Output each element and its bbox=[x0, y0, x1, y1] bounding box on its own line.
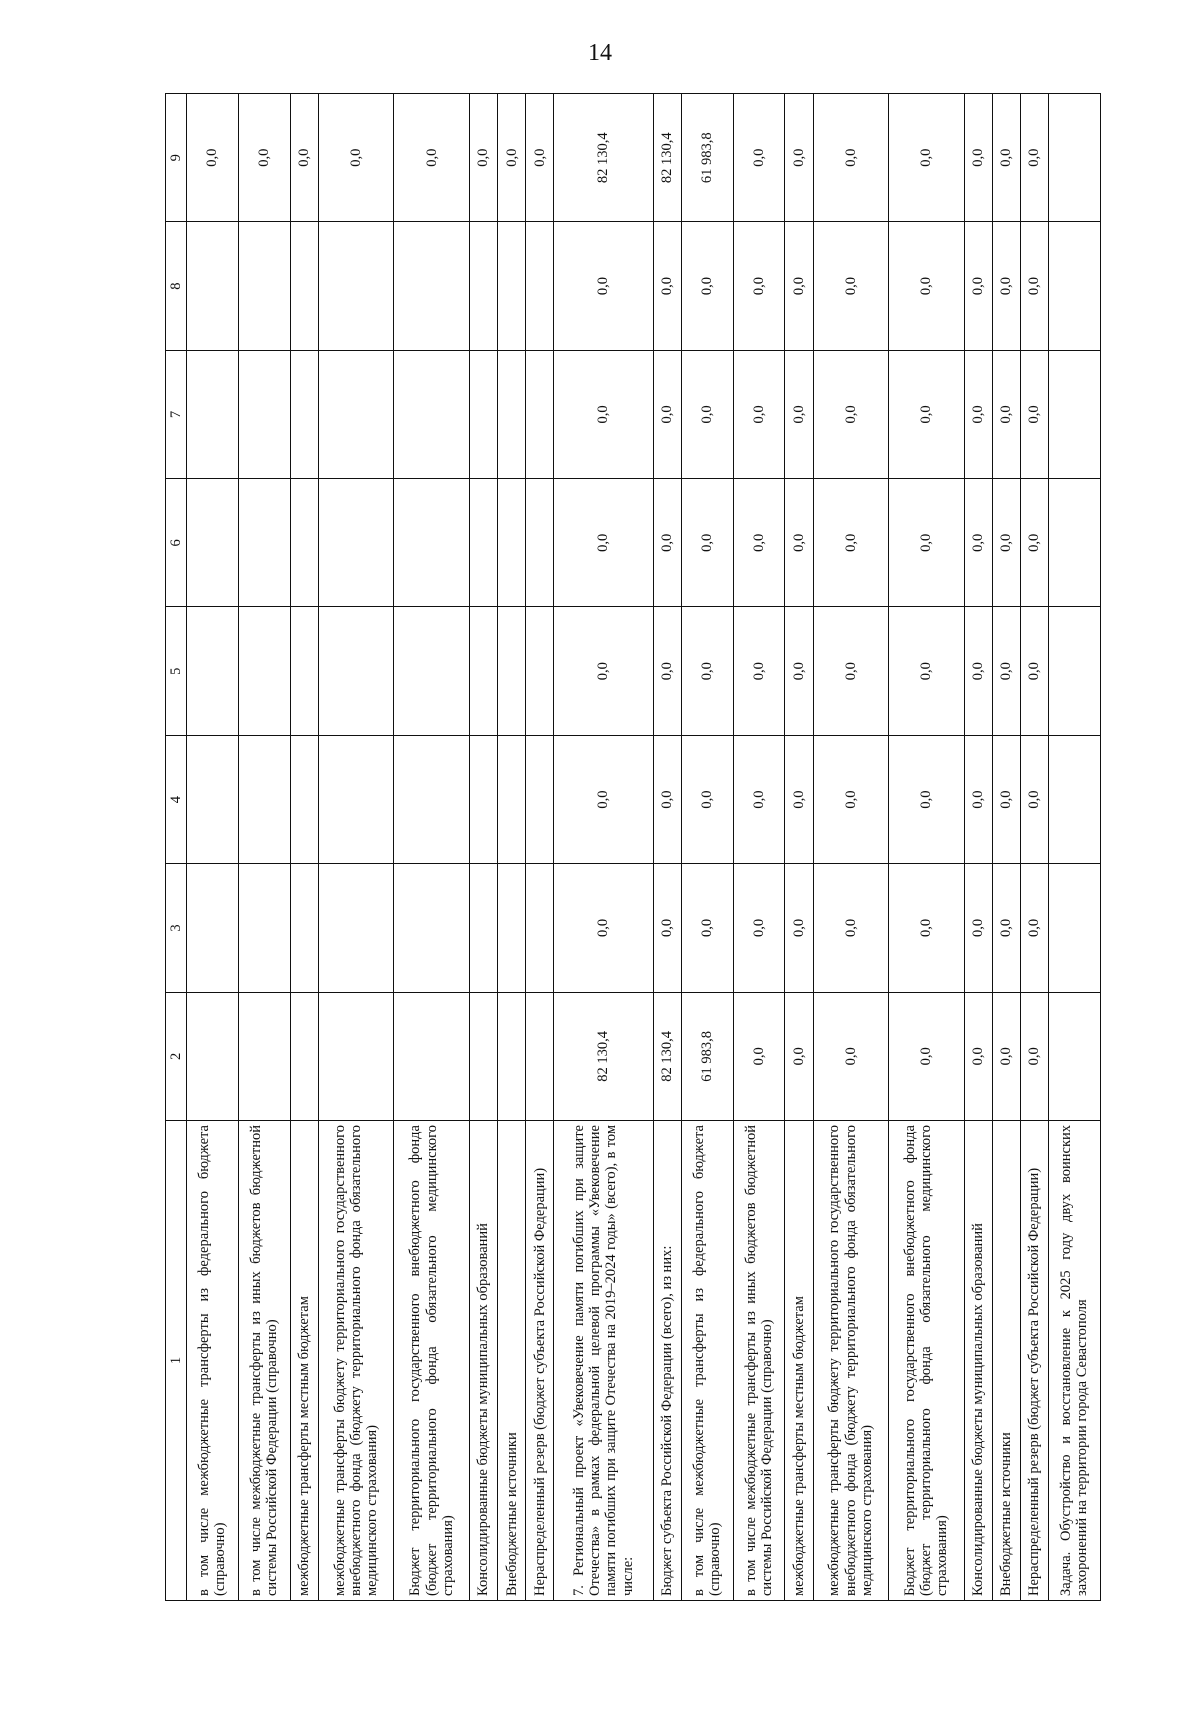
value-cell: 0,0 bbox=[187, 94, 239, 222]
value-cell: 0,0 bbox=[964, 479, 992, 607]
value-cell: 0,0 bbox=[238, 94, 290, 222]
value-cell bbox=[394, 222, 470, 350]
row-label: межбюджетные трансферты бюджету территориального государственного внебюджетного фонда (бюджету территориального фонда обязательного медицинского страхования) bbox=[813, 1121, 889, 1601]
value-cell bbox=[498, 992, 526, 1120]
value-cell: 0,0 bbox=[1020, 479, 1048, 607]
value-cell bbox=[526, 222, 554, 350]
row-label: Консолидированные бюджеты муниципальных образований bbox=[469, 1121, 497, 1601]
table-row bbox=[813, 94, 889, 1601]
value-cell: 0,0 bbox=[554, 350, 653, 478]
value-cell bbox=[1048, 992, 1100, 1120]
value-cell: 0,0 bbox=[554, 222, 653, 350]
value-cell: 0,0 bbox=[653, 864, 681, 992]
row-label: в том числе межбюджетные трансферты из иных бюджетов бюджетной системы Российской Федерации (справочно) bbox=[733, 1121, 785, 1601]
value-cell: 0,0 bbox=[889, 222, 965, 350]
value-cell bbox=[1048, 350, 1100, 478]
value-cell bbox=[469, 607, 497, 735]
table-row bbox=[318, 94, 394, 1601]
value-cell bbox=[526, 479, 554, 607]
value-cell: 0,0 bbox=[681, 479, 733, 607]
value-cell bbox=[394, 735, 470, 863]
value-cell: 0,0 bbox=[964, 735, 992, 863]
row-label: межбюджетные трансферты местным бюджетам bbox=[785, 1121, 813, 1601]
value-cell: 0,0 bbox=[681, 864, 733, 992]
value-cell: 0,0 bbox=[785, 735, 813, 863]
value-cell: 0,0 bbox=[733, 992, 785, 1120]
value-cell: 0,0 bbox=[889, 607, 965, 735]
value-cell: 0,0 bbox=[681, 607, 733, 735]
value-cell bbox=[238, 864, 290, 992]
table-row bbox=[1020, 94, 1048, 1601]
value-cell: 0,0 bbox=[1020, 735, 1048, 863]
column-header: 9 bbox=[166, 94, 187, 222]
table-row bbox=[681, 94, 733, 1601]
value-cell bbox=[318, 864, 394, 992]
value-cell bbox=[238, 607, 290, 735]
value-cell: 0,0 bbox=[813, 222, 889, 350]
value-cell bbox=[1048, 479, 1100, 607]
value-cell: 0,0 bbox=[964, 992, 992, 1120]
value-cell: 0,0 bbox=[964, 607, 992, 735]
table-row bbox=[653, 94, 681, 1601]
value-cell: 0,0 bbox=[964, 350, 992, 478]
value-cell bbox=[187, 607, 239, 735]
value-cell bbox=[187, 735, 239, 863]
value-cell bbox=[498, 350, 526, 478]
value-cell: 0,0 bbox=[813, 864, 889, 992]
value-cell: 0,0 bbox=[1020, 350, 1048, 478]
value-cell: 0,0 bbox=[653, 479, 681, 607]
value-cell: 0,0 bbox=[526, 94, 554, 222]
value-cell: 0,0 bbox=[964, 222, 992, 350]
table-row bbox=[394, 94, 470, 1601]
table-row bbox=[964, 94, 992, 1601]
value-cell: 0,0 bbox=[889, 479, 965, 607]
value-cell bbox=[187, 222, 239, 350]
value-cell: 0,0 bbox=[681, 350, 733, 478]
value-cell: 0,0 bbox=[653, 222, 681, 350]
value-cell bbox=[526, 864, 554, 992]
table-row bbox=[526, 94, 554, 1601]
value-cell bbox=[318, 479, 394, 607]
value-cell: 0,0 bbox=[733, 479, 785, 607]
value-cell bbox=[526, 350, 554, 478]
value-cell bbox=[290, 864, 318, 992]
value-cell bbox=[394, 479, 470, 607]
value-cell: 0,0 bbox=[992, 222, 1020, 350]
value-cell bbox=[187, 864, 239, 992]
value-cell: 61 983,8 bbox=[681, 94, 733, 222]
value-cell: 0,0 bbox=[964, 864, 992, 992]
row-label: Бюджет субъекта Российской Федерации (всего), из них: bbox=[653, 1121, 681, 1601]
value-cell bbox=[238, 350, 290, 478]
budget-table bbox=[165, 93, 1101, 1601]
column-header: 6 bbox=[166, 479, 187, 607]
value-cell: 0,0 bbox=[1020, 992, 1048, 1120]
value-cell bbox=[1048, 735, 1100, 863]
value-cell bbox=[290, 992, 318, 1120]
value-cell: 0,0 bbox=[785, 350, 813, 478]
value-cell: 0,0 bbox=[653, 735, 681, 863]
row-label: в том числе межбюджетные трансферты из иных бюджетов бюджетной системы Российской Федерации (справочно) bbox=[238, 1121, 290, 1601]
value-cell: 0,0 bbox=[653, 350, 681, 478]
row-label: Внебюджетные источники bbox=[992, 1121, 1020, 1601]
value-cell: 0,0 bbox=[889, 94, 965, 222]
value-cell: 0,0 bbox=[1020, 864, 1048, 992]
row-label: Бюджет территориального государственного внебюджетного фонда (бюджет территориального фонда обязательного медицинского страхования) bbox=[394, 1121, 470, 1601]
table-row bbox=[1048, 94, 1100, 1601]
value-cell bbox=[498, 479, 526, 607]
column-header: 5 bbox=[166, 607, 187, 735]
column-header: 3 bbox=[166, 864, 187, 992]
value-cell bbox=[498, 864, 526, 992]
value-cell: 82 130,4 bbox=[554, 992, 653, 1120]
value-cell: 0,0 bbox=[889, 735, 965, 863]
value-cell: 0,0 bbox=[992, 350, 1020, 478]
table-row bbox=[498, 94, 526, 1601]
value-cell bbox=[318, 735, 394, 863]
value-cell: 0,0 bbox=[813, 607, 889, 735]
value-cell bbox=[238, 479, 290, 607]
value-cell: 0,0 bbox=[785, 222, 813, 350]
table-row bbox=[889, 94, 965, 1601]
value-cell bbox=[238, 992, 290, 1120]
value-cell: 82 130,4 bbox=[653, 992, 681, 1120]
value-cell: 82 130,4 bbox=[554, 94, 653, 222]
value-cell: 0,0 bbox=[554, 864, 653, 992]
row-label: в том числе межбюджетные трансферты из федерального бюджета (справочно) bbox=[681, 1121, 733, 1601]
table-row bbox=[290, 94, 318, 1601]
value-cell: 0,0 bbox=[554, 735, 653, 863]
value-cell: 0,0 bbox=[785, 479, 813, 607]
value-cell bbox=[238, 222, 290, 350]
value-cell: 0,0 bbox=[992, 94, 1020, 222]
value-cell: 0,0 bbox=[992, 607, 1020, 735]
value-cell bbox=[187, 350, 239, 478]
value-cell bbox=[290, 350, 318, 478]
value-cell bbox=[469, 222, 497, 350]
table-row bbox=[785, 94, 813, 1601]
header-row bbox=[166, 94, 187, 1601]
value-cell bbox=[469, 735, 497, 863]
value-cell: 0,0 bbox=[1020, 607, 1048, 735]
column-header: 1 bbox=[166, 1121, 187, 1601]
value-cell: 0,0 bbox=[1020, 94, 1048, 222]
value-cell bbox=[187, 479, 239, 607]
value-cell: 0,0 bbox=[554, 479, 653, 607]
value-cell: 0,0 bbox=[992, 479, 1020, 607]
table-row bbox=[238, 94, 290, 1601]
table-row bbox=[469, 94, 497, 1601]
table-row bbox=[992, 94, 1020, 1601]
table-row bbox=[554, 94, 653, 1601]
row-label: Нераспределенный резерв (бюджет субъекта Российской Федерации) bbox=[1020, 1121, 1048, 1601]
value-cell bbox=[290, 735, 318, 863]
value-cell bbox=[1048, 864, 1100, 992]
value-cell: 0,0 bbox=[813, 350, 889, 478]
value-cell bbox=[290, 479, 318, 607]
value-cell bbox=[394, 350, 470, 478]
value-cell: 0,0 bbox=[964, 94, 992, 222]
row-label: межбюджетные трансферты местным бюджетам bbox=[290, 1121, 318, 1601]
value-cell bbox=[238, 735, 290, 863]
value-cell: 0,0 bbox=[681, 222, 733, 350]
row-label: межбюджетные трансферты бюджету территориального государственного внебюджетного фонда (бюджету территориального фонда обязательного медицинского страхования) bbox=[318, 1121, 394, 1601]
value-cell bbox=[498, 607, 526, 735]
row-label: Консолидированные бюджеты муниципальных образований bbox=[964, 1121, 992, 1601]
value-cell bbox=[318, 992, 394, 1120]
row-label: Внебюджетные источники bbox=[498, 1121, 526, 1601]
value-cell bbox=[1048, 222, 1100, 350]
value-cell: 0,0 bbox=[992, 992, 1020, 1120]
value-cell: 0,0 bbox=[889, 350, 965, 478]
value-cell bbox=[1048, 94, 1100, 222]
table-row bbox=[187, 94, 239, 1601]
value-cell: 0,0 bbox=[733, 864, 785, 992]
value-cell bbox=[318, 350, 394, 478]
value-cell bbox=[290, 222, 318, 350]
value-cell: 0,0 bbox=[469, 94, 497, 222]
value-cell bbox=[394, 607, 470, 735]
value-cell: 0,0 bbox=[554, 607, 653, 735]
value-cell bbox=[469, 992, 497, 1120]
value-cell bbox=[318, 222, 394, 350]
row-label: в том числе межбюджетные трансферты из федерального бюджета (справочно) bbox=[187, 1121, 239, 1601]
value-cell: 0,0 bbox=[733, 222, 785, 350]
value-cell: 0,0 bbox=[992, 864, 1020, 992]
column-header: 8 bbox=[166, 222, 187, 350]
value-cell: 61 983,8 bbox=[681, 992, 733, 1120]
value-cell bbox=[526, 992, 554, 1120]
value-cell bbox=[469, 350, 497, 478]
table-row bbox=[733, 94, 785, 1601]
value-cell: 0,0 bbox=[785, 607, 813, 735]
table-body bbox=[187, 94, 1101, 1601]
rotated-table-container bbox=[165, 93, 1101, 1601]
value-cell bbox=[187, 992, 239, 1120]
value-cell: 0,0 bbox=[785, 864, 813, 992]
value-cell: 0,0 bbox=[889, 864, 965, 992]
row-label: Нераспределенный резерв (бюджет субъекта Российской Федерации) bbox=[526, 1121, 554, 1601]
value-cell bbox=[290, 607, 318, 735]
column-header: 7 bbox=[166, 350, 187, 478]
column-header: 4 bbox=[166, 735, 187, 863]
value-cell: 0,0 bbox=[992, 735, 1020, 863]
value-cell bbox=[318, 607, 394, 735]
value-cell: 0,0 bbox=[813, 479, 889, 607]
value-cell bbox=[1048, 607, 1100, 735]
value-cell: 0,0 bbox=[813, 735, 889, 863]
value-cell: 0,0 bbox=[394, 94, 470, 222]
value-cell bbox=[526, 735, 554, 863]
value-cell: 0,0 bbox=[318, 94, 394, 222]
value-cell: 82 130,4 bbox=[653, 94, 681, 222]
value-cell bbox=[394, 992, 470, 1120]
value-cell bbox=[394, 864, 470, 992]
value-cell bbox=[498, 222, 526, 350]
row-label: 7. Региональный проект «Увековечение памяти погибших при защите Отечества» в рамках федеральной целевой программы «Увековечение памяти погибших при защите Отечества на 2019–2024 годы» (всего), в том числе: bbox=[554, 1121, 653, 1601]
value-cell: 0,0 bbox=[681, 735, 733, 863]
page-number: 14 bbox=[588, 40, 612, 66]
column-header: 2 bbox=[166, 992, 187, 1120]
value-cell bbox=[498, 735, 526, 863]
value-cell: 0,0 bbox=[498, 94, 526, 222]
value-cell bbox=[526, 607, 554, 735]
value-cell bbox=[469, 479, 497, 607]
value-cell: 0,0 bbox=[290, 94, 318, 222]
value-cell: 0,0 bbox=[1020, 222, 1048, 350]
value-cell: 0,0 bbox=[889, 992, 965, 1120]
value-cell: 0,0 bbox=[653, 607, 681, 735]
value-cell: 0,0 bbox=[785, 992, 813, 1120]
value-cell: 0,0 bbox=[733, 94, 785, 222]
value-cell: 0,0 bbox=[813, 992, 889, 1120]
value-cell: 0,0 bbox=[813, 94, 889, 222]
value-cell: 0,0 bbox=[733, 607, 785, 735]
row-label: Задача. Обустройство и восстановление к 2025 году двух воинских захоронений на территории города Севастополя bbox=[1048, 1121, 1100, 1601]
row-label: Бюджет территориального государственного внебюджетного фонда (бюджет территориального фонда обязательного медицинского страхования) bbox=[889, 1121, 965, 1601]
value-cell bbox=[469, 864, 497, 992]
value-cell: 0,0 bbox=[785, 94, 813, 222]
value-cell: 0,0 bbox=[733, 350, 785, 478]
value-cell: 0,0 bbox=[733, 735, 785, 863]
